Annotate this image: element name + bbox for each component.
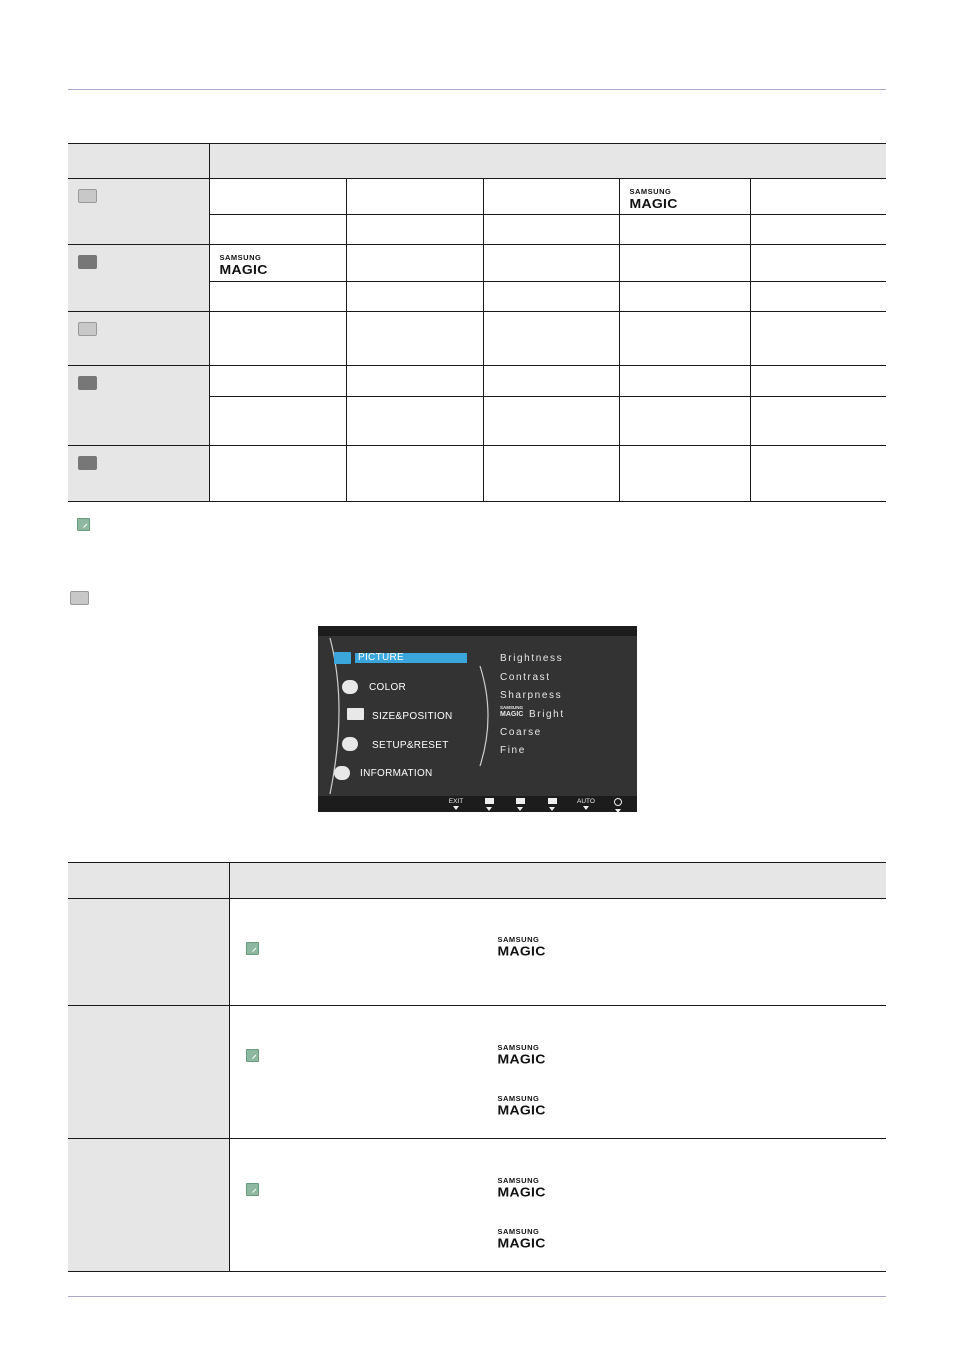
up-icon xyxy=(516,798,525,804)
osd-submenu-fine[interactable]: Fine xyxy=(500,745,526,756)
table-cell xyxy=(750,179,886,215)
osd-menu-item-setup-reset[interactable]: SETUP&RESET xyxy=(372,740,449,751)
osd-up-button[interactable] xyxy=(510,798,530,811)
logo-samsung-text: SAMSUNG xyxy=(497,1227,540,1236)
table-header-row xyxy=(68,144,886,179)
header-cell-menu xyxy=(68,144,209,179)
table-row xyxy=(68,899,886,1006)
logo-samsung-text: SAMSUNG xyxy=(497,1043,540,1052)
table-cell xyxy=(619,282,750,312)
table-row xyxy=(68,179,886,215)
osd-exit-label: EXIT xyxy=(448,798,464,805)
setup-reset-icon xyxy=(78,376,97,390)
row-desc-contrast xyxy=(229,1006,886,1139)
samsung-magic-logo xyxy=(220,254,268,276)
table-cell xyxy=(209,397,346,446)
color-icon xyxy=(342,680,358,694)
table-row xyxy=(68,446,886,502)
row-label-contrast xyxy=(68,1006,229,1139)
osd-menu-item-picture[interactable]: PICTURE xyxy=(355,653,467,663)
table-cell xyxy=(483,215,619,245)
information-icon xyxy=(78,456,97,470)
osd-down-button[interactable] xyxy=(479,798,499,811)
table-cell xyxy=(209,179,346,215)
menu-overview-table xyxy=(68,143,886,502)
logo-magic-text: MAGIC xyxy=(497,1183,546,1200)
down-arrow-icon xyxy=(549,807,555,811)
table-cell xyxy=(483,282,619,312)
table-cell xyxy=(209,312,346,366)
logo-samsung-text: SAMSUNG xyxy=(500,705,524,710)
table-row xyxy=(68,245,886,282)
osd-auto-label: AUTO xyxy=(577,798,595,805)
osd-menu-item-size-position[interactable]: SIZE&POSITION xyxy=(372,711,453,722)
logo-magic-text: MAGIC xyxy=(497,1050,546,1067)
table-cell xyxy=(346,397,483,446)
note-icon xyxy=(246,942,259,955)
bottom-rule xyxy=(68,1296,886,1297)
down-arrow-icon xyxy=(486,807,492,811)
table-cell xyxy=(750,245,886,282)
table-cell xyxy=(483,446,619,502)
table-cell xyxy=(619,397,750,446)
table-row xyxy=(68,312,886,366)
right-icon xyxy=(548,798,557,804)
logo-samsung-text: SAMSUNG xyxy=(629,187,672,196)
header-cell-description xyxy=(229,863,886,899)
down-arrow-icon xyxy=(517,807,523,811)
osd-submenu-sharpness[interactable]: Sharpness xyxy=(500,690,563,701)
table-cell xyxy=(750,312,886,366)
table-cell xyxy=(750,446,886,502)
power-icon xyxy=(614,798,622,806)
picture-settings-table xyxy=(68,862,886,1272)
osd-menu-item-information[interactable]: INFORMATION xyxy=(360,768,433,779)
table-cell xyxy=(209,245,346,282)
osd-power-button[interactable] xyxy=(608,798,628,812)
logo-magic-text: MAGIC xyxy=(629,194,678,211)
note-icon xyxy=(77,518,90,531)
logo-samsung-text: SAMSUNG xyxy=(497,1176,540,1185)
color-icon xyxy=(78,255,97,269)
osd-submenu-magic-prefix xyxy=(500,706,523,718)
row-desc-sharpness xyxy=(229,1139,886,1272)
logo-samsung-text: SAMSUNG xyxy=(219,253,262,262)
header-cell-menu xyxy=(68,863,229,899)
table-cell xyxy=(346,282,483,312)
samsung-magic-logo xyxy=(498,1177,546,1199)
down-arrow-icon xyxy=(453,806,459,810)
information-icon xyxy=(334,766,350,780)
table-cell xyxy=(346,312,483,366)
row-label-brightness xyxy=(68,899,229,1006)
picture-icon xyxy=(334,652,351,664)
table-cell xyxy=(619,312,750,366)
table-cell xyxy=(619,215,750,245)
table-cell xyxy=(750,397,886,446)
row-label-sharpness xyxy=(68,1139,229,1272)
table-cell xyxy=(346,366,483,397)
table-cell xyxy=(619,366,750,397)
down-icon xyxy=(485,798,494,804)
osd-enter-button[interactable] xyxy=(542,798,562,811)
table-row xyxy=(68,1139,886,1272)
table-cell xyxy=(209,215,346,245)
osd-exit-button[interactable] xyxy=(446,798,466,810)
row-desc-brightness xyxy=(229,899,886,1006)
table-cell xyxy=(483,312,619,366)
table-row xyxy=(68,1006,886,1139)
osd-submenu-magic-bright[interactable]: Bright xyxy=(529,709,565,720)
row-menu-size-position xyxy=(68,312,209,366)
osd-submenu-contrast[interactable]: Contrast xyxy=(500,672,551,683)
row-menu-information xyxy=(68,446,209,502)
top-rule xyxy=(68,89,886,90)
logo-magic-text: MAGIC xyxy=(219,260,268,277)
osd-menu-screenshot xyxy=(318,626,637,812)
samsung-magic-logo xyxy=(630,188,678,210)
table-cell xyxy=(619,179,750,215)
samsung-magic-logo xyxy=(498,1044,546,1066)
samsung-magic-logo xyxy=(498,1228,546,1250)
down-arrow-icon xyxy=(615,809,621,812)
size-position-icon xyxy=(347,708,364,720)
setup-reset-icon xyxy=(342,737,358,751)
table-cell xyxy=(346,446,483,502)
table-cell xyxy=(209,446,346,502)
table-cell xyxy=(483,245,619,282)
table-cell xyxy=(619,446,750,502)
osd-submenu-brightness[interactable]: Brightness xyxy=(500,653,564,664)
logo-magic-text: MAGIC xyxy=(500,710,524,718)
table-cell xyxy=(346,215,483,245)
table-cell xyxy=(209,282,346,312)
table-cell xyxy=(483,179,619,215)
note-icon xyxy=(246,1183,259,1196)
table-cell xyxy=(750,215,886,245)
table-cell xyxy=(483,397,619,446)
table-cell xyxy=(346,179,483,215)
table-cell xyxy=(209,366,346,397)
logo-samsung-text: SAMSUNG xyxy=(497,1094,540,1103)
header-cell-description xyxy=(209,144,886,179)
table-cell xyxy=(750,366,886,397)
logo-magic-text: MAGIC xyxy=(497,942,546,959)
down-arrow-icon xyxy=(583,806,589,810)
table-cell xyxy=(346,245,483,282)
table-row xyxy=(68,366,886,397)
table-cell xyxy=(750,282,886,312)
samsung-magic-logo xyxy=(498,1095,546,1117)
picture-section-icon xyxy=(70,591,89,605)
table-cell xyxy=(619,245,750,282)
osd-menu-item-color[interactable]: COLOR xyxy=(369,682,407,693)
osd-submenu-coarse[interactable]: Coarse xyxy=(500,727,542,738)
size-position-icon xyxy=(78,322,97,336)
row-menu-picture xyxy=(68,179,209,245)
table-header-row xyxy=(68,863,886,899)
note-icon xyxy=(246,1049,259,1062)
logo-samsung-text: SAMSUNG xyxy=(497,935,540,944)
samsung-magic-logo xyxy=(498,936,546,958)
row-menu-setup-reset xyxy=(68,366,209,446)
row-menu-color xyxy=(68,245,209,312)
logo-magic-text: MAGIC xyxy=(497,1234,546,1251)
osd-auto-button[interactable] xyxy=(576,798,596,810)
logo-magic-text: MAGIC xyxy=(497,1101,546,1118)
table-cell xyxy=(483,366,619,397)
picture-icon xyxy=(78,189,97,203)
